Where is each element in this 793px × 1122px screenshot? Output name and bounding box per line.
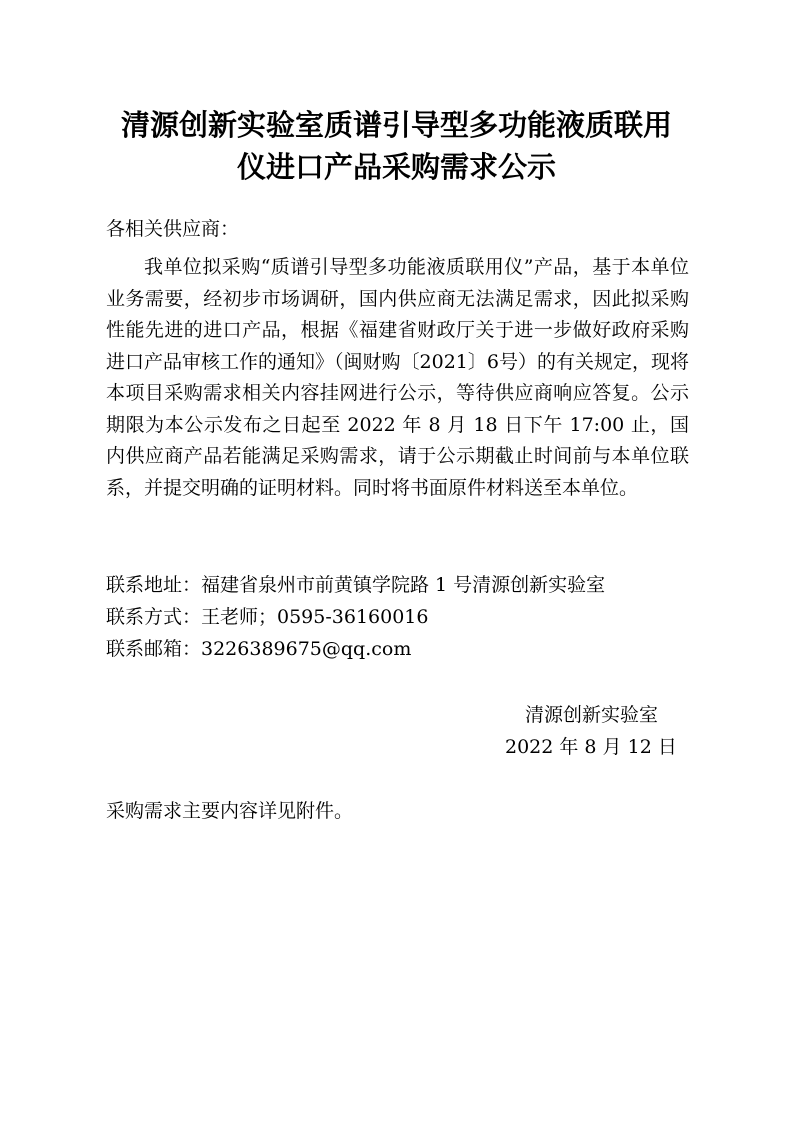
salutation: 各相关供应商：	[106, 218, 240, 240]
document-title-line-2: 仪进口产品采购需求公示	[236, 150, 556, 184]
signature-organization: 清源创新实验室	[525, 704, 659, 726]
body-paragraph: 我单位拟采购“质谱引导型多功能液质联用仪”产品，基于本单位业务需要，经初步市场调研，国内供应商无法满足需求，因此拟采购性能先进的进口产品，根据《福建省财政厅关于进一步做好政府采购进口产品审核工作的通知》（闽财购〔2021〕6号）的有关规定，现将本项目采购需求相关内容挂网进行公示，等待供应商响应答复。公示期限为本公示发布之日起至 2022 年 8 月 18 日下午 17:00 止，国内供应商产品若能满足采购需求，请于公示期截止时间前与本单位联系，并提交明确的证明材料。同时将书面原件材料送至本单位。	[106, 256, 689, 499]
attachment-note: 采购需求主要内容详见附件。	[106, 800, 354, 822]
contact-address: 联系地址：福建省泉州市前黄镇学院路 1 号清源创新实验室	[106, 574, 606, 596]
signature-date: 2022 年 8 月 12 日	[505, 736, 677, 758]
contact-method: 联系方式：王老师；0595-36160016	[106, 606, 429, 628]
document-title-line-1: 清源创新实验室质谱引导型多功能液质联用	[120, 108, 672, 142]
contact-email: 联系邮箱：3226389675@qq.com	[106, 638, 412, 660]
